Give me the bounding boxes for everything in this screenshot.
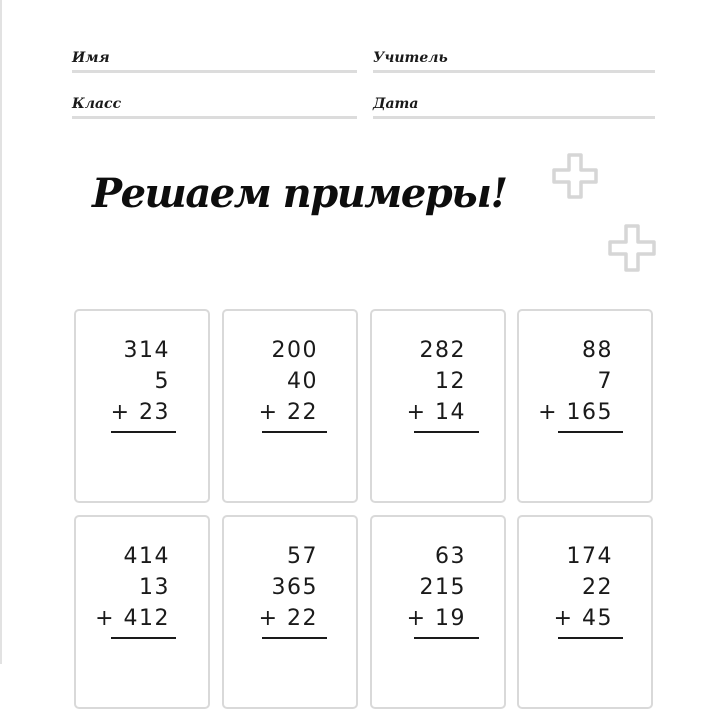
addend-2: 13 xyxy=(139,575,170,600)
problem-card xyxy=(517,515,653,709)
class-label: Класс xyxy=(72,96,122,112)
plus-sign: + xyxy=(258,606,279,631)
plus-sign: + xyxy=(258,400,279,425)
addend-1: 414 xyxy=(123,544,170,569)
addend-3-row xyxy=(259,397,318,428)
plus-sign: + xyxy=(406,400,427,425)
addend-3-row xyxy=(407,397,466,428)
sum-line xyxy=(558,431,623,433)
addition-problem xyxy=(538,335,613,428)
addend-3: 45 xyxy=(582,606,613,631)
addition-problem xyxy=(554,541,613,634)
addend-3-row xyxy=(111,397,170,428)
name-label: Имя xyxy=(72,50,110,66)
sum-line xyxy=(262,431,327,433)
addend-3: 14 xyxy=(435,400,466,425)
addition-problem xyxy=(259,335,318,428)
teacher-label: Учитель xyxy=(373,50,448,66)
plus-icon xyxy=(606,222,658,274)
class-field[interactable] xyxy=(72,92,357,119)
plus-sign: + xyxy=(110,400,131,425)
sum-line xyxy=(414,637,479,639)
problem-card xyxy=(370,309,506,503)
addition-problem xyxy=(111,335,170,428)
addend-1: 314 xyxy=(123,338,170,363)
addend-3-row xyxy=(259,603,318,634)
addend-2: 40 xyxy=(287,369,318,394)
addend-2: 5 xyxy=(154,369,170,394)
worksheet-title: Решаем примеры! xyxy=(92,170,507,217)
problem-card xyxy=(74,515,210,709)
plus-sign: + xyxy=(553,606,574,631)
date-field[interactable] xyxy=(373,92,655,119)
addend-1: 88 xyxy=(582,338,613,363)
addend-1: 63 xyxy=(435,544,466,569)
addition-problem xyxy=(407,335,466,428)
problem-card xyxy=(517,309,653,503)
name-field[interactable] xyxy=(72,46,357,73)
addend-3-row xyxy=(95,603,170,634)
addition-problem xyxy=(259,541,318,634)
addend-3-row xyxy=(407,603,466,634)
sum-line xyxy=(111,431,176,433)
problem-card xyxy=(370,515,506,709)
plus-icon xyxy=(549,151,601,201)
addend-2: 22 xyxy=(582,575,613,600)
addend-2: 365 xyxy=(271,575,318,600)
addend-2: 215 xyxy=(419,575,466,600)
sum-line xyxy=(262,637,327,639)
problem-card xyxy=(222,515,358,709)
problem-card xyxy=(74,309,210,503)
addend-1: 200 xyxy=(271,338,318,363)
page-edge xyxy=(0,0,2,664)
sum-line xyxy=(111,637,176,639)
addend-2: 12 xyxy=(435,369,466,394)
addend-3-row xyxy=(538,397,613,428)
sum-line xyxy=(414,431,479,433)
addend-2: 7 xyxy=(597,369,613,394)
plus-sign: + xyxy=(538,400,558,425)
addend-1: 57 xyxy=(287,544,318,569)
plus-sign: + xyxy=(406,606,427,631)
addend-3: 19 xyxy=(435,606,466,631)
problem-card xyxy=(222,309,358,503)
addend-1: 282 xyxy=(419,338,466,363)
addend-3: 165 xyxy=(566,400,613,425)
teacher-field[interactable] xyxy=(373,46,655,73)
plus-sign: + xyxy=(95,606,115,631)
addend-3-row xyxy=(554,603,613,634)
addend-3: 22 xyxy=(287,606,318,631)
addend-3: 412 xyxy=(123,606,170,631)
addend-3: 22 xyxy=(287,400,318,425)
addend-1: 174 xyxy=(566,544,613,569)
addend-3: 23 xyxy=(139,400,170,425)
addition-problem xyxy=(95,541,170,634)
date-label: Дата xyxy=(373,96,419,112)
sum-line xyxy=(558,637,623,639)
addition-problem xyxy=(407,541,466,634)
